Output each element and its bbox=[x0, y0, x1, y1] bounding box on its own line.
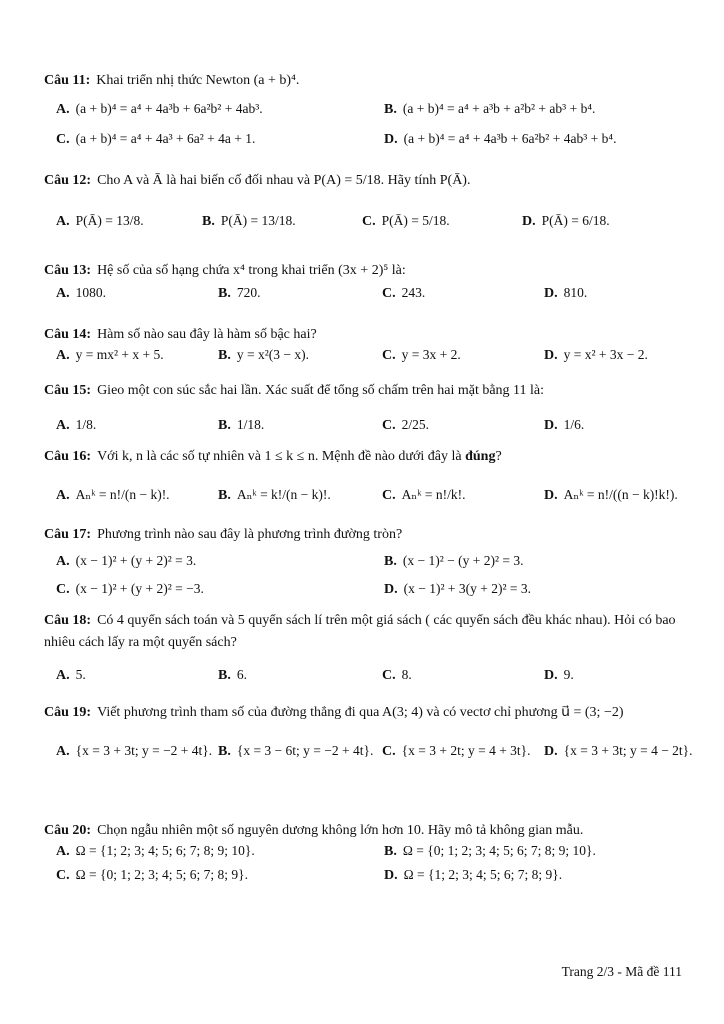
question-text: Phương trình nào sau đây là phương trình đường tròn? bbox=[97, 527, 403, 542]
option-a: A. Ω = {1; 2; 3; 4; 5; 6; 7; 8; 9; 10}. bbox=[56, 843, 255, 859]
option-a: A. 1/8. bbox=[56, 417, 97, 433]
question-stem bbox=[44, 262, 694, 280]
option-c: C. Aₙᵏ = n!/k!. bbox=[382, 487, 466, 503]
option-a: A. 1080. bbox=[56, 285, 106, 301]
question-number: Câu 20: bbox=[44, 823, 92, 838]
question-12 bbox=[44, 172, 694, 230]
option-d: D. Ω = {1; 2; 3; 4; 5; 6; 7; 8; 9}. bbox=[384, 867, 563, 883]
option-b: B. 720. bbox=[218, 285, 261, 301]
option-d: D. y = x² + 3x − 2. bbox=[544, 347, 648, 363]
question-number: Câu 11: bbox=[44, 73, 91, 88]
question-number: Câu 14: bbox=[44, 327, 92, 342]
question-11 bbox=[44, 72, 694, 150]
option-b: B. Ω = {0; 1; 2; 3; 4; 5; 6; 7; 8; 9; 10}. bbox=[384, 843, 596, 859]
option-a: A. P(Ā) = 13/8. bbox=[56, 213, 144, 229]
question-18 bbox=[44, 610, 684, 694]
question-text: Chọn ngẫu nhiên một số nguyên dương không lớn hơn 10. Hãy mô tả không gian mẫu. bbox=[97, 823, 584, 838]
option-c: C. 2/25. bbox=[382, 417, 430, 433]
question-stem bbox=[44, 72, 694, 90]
option-c: C. 243. bbox=[382, 285, 426, 301]
question-stem bbox=[44, 526, 694, 544]
question-stem bbox=[44, 326, 694, 344]
option-a: A. {x = 3 + 3t; y = −2 + 4t}. bbox=[56, 743, 213, 759]
option-c: C. y = 3x + 2. bbox=[382, 347, 461, 363]
question-text: Viết phương trình tham số của đường thẳng đi qua A(3; 4) và có vectơ chỉ phương u⃗ = (3; −2) bbox=[97, 705, 624, 720]
question-text: Hệ số của số hạng chứa x⁴ trong khai triển (3x + 2)⁵ là: bbox=[97, 263, 406, 278]
option-d: D. (x − 1)² + 3(y + 2)² = 3. bbox=[384, 581, 532, 597]
option-b: B. {x = 3 − 6t; y = −2 + 4t}. bbox=[218, 743, 374, 759]
option-a: A. y = mx² + x + 5. bbox=[56, 347, 164, 363]
question-emphasis: đúng bbox=[465, 449, 496, 464]
option-a: A. 5. bbox=[56, 667, 86, 683]
option-a: A. (a + b)⁴ = a⁴ + 4a³b + 6a²b² + 4ab³. bbox=[56, 101, 263, 117]
question-text: Cho A và Ā là hai biến cố đối nhau và P(A) = 5/18. Hãy tính P(Ā). bbox=[97, 173, 471, 188]
question-13 bbox=[44, 262, 694, 304]
option-a: A. Aₙᵏ = n!/(n − k)!. bbox=[56, 487, 170, 503]
question-text: Gieo một con súc sắc hai lần. Xác suất để tổng số chấm trên hai mặt bằng 11 là: bbox=[97, 383, 545, 398]
option-c: C. {x = 3 + 2t; y = 4 + 3t}. bbox=[382, 743, 531, 759]
question-stem bbox=[44, 822, 694, 840]
question-16 bbox=[44, 448, 694, 506]
option-a: A. (x − 1)² + (y + 2)² = 3. bbox=[56, 553, 197, 569]
question-stem bbox=[44, 700, 684, 726]
option-d: D. (a + b)⁴ = a⁴ + 4a³b + 6a²b² + 4ab³ + b⁴. bbox=[384, 131, 617, 147]
question-number: Câu 17: bbox=[44, 527, 92, 542]
option-d: D. {x = 3 + 3t; y = 4 − 2t}. bbox=[544, 743, 693, 759]
option-c: C. P(Ā) = 5/18. bbox=[362, 213, 450, 229]
question-stem bbox=[44, 610, 684, 654]
option-d: D. Aₙᵏ = n!/((n − k)!k!). bbox=[544, 487, 678, 503]
option-c: C. Ω = {0; 1; 2; 3; 4; 5; 6; 7; 8; 9}. bbox=[56, 867, 248, 883]
option-b: B. Aₙᵏ = k!/(n − k)!. bbox=[218, 487, 331, 503]
option-c: C. (a + b)⁴ = a⁴ + 4a³ + 6a² + 4a + 1. bbox=[56, 131, 256, 147]
question-stem: Câu 16: Với k, n là các số tự nhiên và 1 ≤ k ≤ n. Mệnh đề nào dưới đây là đúng? bbox=[44, 449, 502, 464]
question-text: Khai triển nhị thức Newton (a + b)⁴. bbox=[96, 73, 300, 88]
question-text: Có 4 quyển sách toán và 5 quyển sách lí trên một giá sách ( các quyển sách đều khác nhau). Hỏi có bao nhiêu cách lấy ra một quyển sách? bbox=[44, 613, 676, 650]
option-b: B. y = x²(3 − x). bbox=[218, 347, 309, 363]
option-b: B. 1/18. bbox=[218, 417, 265, 433]
question-number: Câu 15: bbox=[44, 383, 92, 398]
option-d: D. 810. bbox=[544, 285, 588, 301]
question-20 bbox=[44, 822, 694, 888]
option-d: D. P(Ā) = 6/18. bbox=[522, 213, 610, 229]
question-number: Câu 12: bbox=[44, 173, 92, 188]
page-footer: Trang 2/3 - Mã đề 111 bbox=[561, 964, 682, 979]
question-text: Hàm số nào sau đây là hàm số bậc hai? bbox=[97, 327, 317, 342]
option-b: B. P(Ā) = 13/18. bbox=[202, 213, 296, 229]
option-d: D. 1/6. bbox=[544, 417, 585, 433]
option-d: D. 9. bbox=[544, 667, 574, 683]
question-number: Câu 13: bbox=[44, 263, 92, 278]
question-15 bbox=[44, 382, 694, 440]
question-19 bbox=[44, 700, 693, 774]
option-c: C. (x − 1)² + (y + 2)² = −3. bbox=[56, 581, 204, 597]
option-c: C. 8. bbox=[382, 667, 412, 683]
question-number: Câu 16: bbox=[44, 449, 92, 464]
option-b: B. (x − 1)² − (y + 2)² = 3. bbox=[384, 553, 524, 569]
question-number: Câu 18: bbox=[44, 613, 92, 628]
option-b: B. (a + b)⁴ = a⁴ + a³b + a²b² + ab³ + b⁴. bbox=[384, 101, 596, 117]
question-text: Với k, n là các số tự nhiên và 1 ≤ k ≤ n. Mệnh đề nào dưới đây là bbox=[97, 449, 462, 464]
question-stem bbox=[44, 382, 694, 400]
question-stem bbox=[44, 172, 694, 190]
question-17 bbox=[44, 526, 694, 604]
option-b: B. 6. bbox=[218, 667, 247, 683]
question-14 bbox=[44, 326, 694, 368]
question-number: Câu 19: bbox=[44, 705, 92, 720]
